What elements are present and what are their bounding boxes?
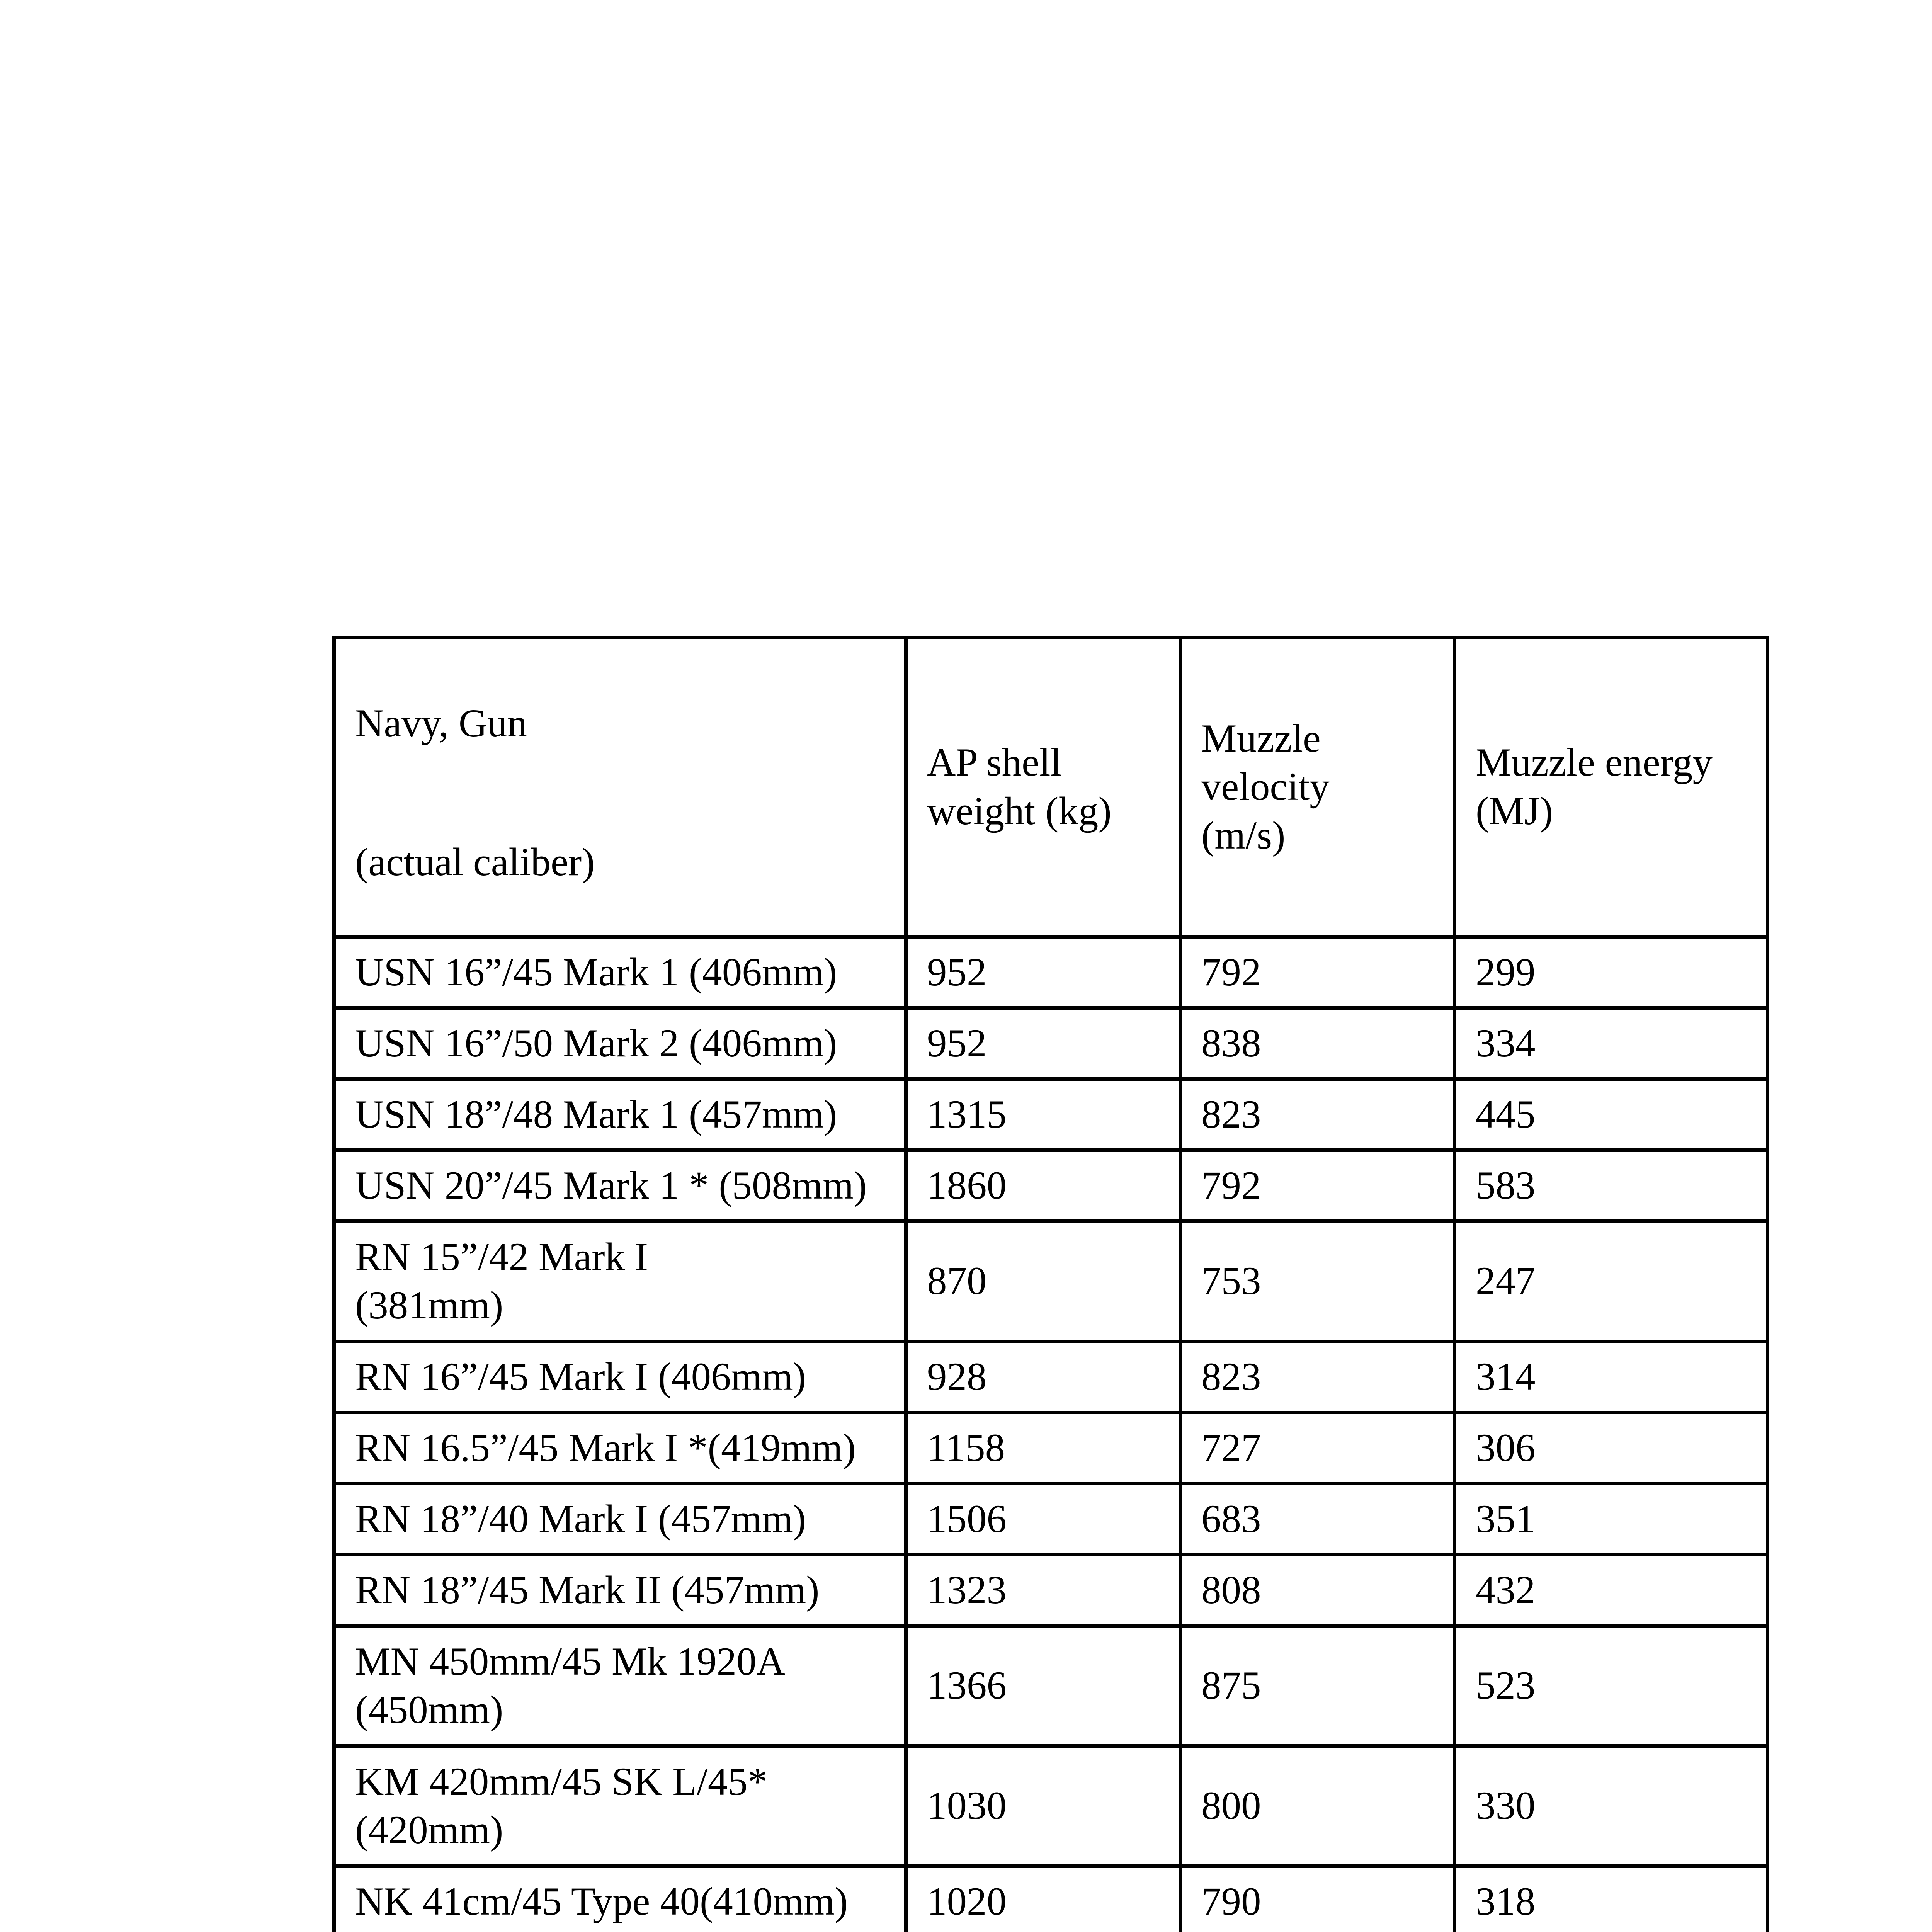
cell-shell-weight: 870: [906, 1221, 1180, 1342]
cell-muzzle-velocity: 792: [1180, 1150, 1455, 1221]
cell-shell-weight: 952: [906, 1008, 1180, 1079]
cell-shell-weight: 1506: [906, 1484, 1180, 1555]
gun-comparison-table: [332, 636, 1769, 1932]
cell-muzzle-velocity: 683: [1180, 1484, 1455, 1555]
table-row: [334, 1221, 1768, 1342]
cell-muzzle-velocity: 792: [1180, 937, 1455, 1008]
cell-muzzle-energy: 330: [1455, 1746, 1768, 1866]
cell-gun: USN 16”/50 Mark 2 (406mm): [334, 1008, 906, 1079]
cell-muzzle-energy: 306: [1455, 1413, 1768, 1484]
cell-muzzle-energy: 445: [1455, 1079, 1768, 1150]
cell-gun: RN 16.5”/45 Mark I *(419mm): [334, 1413, 906, 1484]
cell-shell-weight: 928: [906, 1342, 1180, 1413]
cell-shell-weight: 1030: [906, 1746, 1180, 1866]
cell-shell-weight: 1315: [906, 1079, 1180, 1150]
cell-gun: USN 16”/45 Mark 1 (406mm): [334, 937, 906, 1008]
cell-gun: USN 18”/48 Mark 1 (457mm): [334, 1079, 906, 1150]
cell-muzzle-velocity: 800: [1180, 1746, 1455, 1866]
table-row: [334, 1484, 1768, 1555]
cell-muzzle-energy: 583: [1455, 1150, 1768, 1221]
cell-shell-weight: 1323: [906, 1555, 1180, 1626]
cell-muzzle-energy: 334: [1455, 1008, 1768, 1079]
table-row: [334, 1413, 1768, 1484]
header-navy-gun: [334, 638, 906, 937]
table-row: [334, 1626, 1768, 1746]
table-row: [334, 1079, 1768, 1150]
cell-gun: KM 420mm/45 SK L/45* (420mm): [334, 1746, 906, 1866]
cell-gun: RN 15”/42 Mark I (381mm): [334, 1221, 906, 1342]
cell-muzzle-velocity: 838: [1180, 1008, 1455, 1079]
cell-gun: MN 450mm/45 Mk 1920A (450mm): [334, 1626, 906, 1746]
header-muzzle-velocity: Muzzle velocity (m/s): [1180, 638, 1455, 937]
cell-shell-weight: 952: [906, 937, 1180, 1008]
cell-muzzle-velocity: 808: [1180, 1555, 1455, 1626]
table-row: [334, 1746, 1768, 1866]
cell-gun: RN 18”/40 Mark I (457mm): [334, 1484, 906, 1555]
cell-muzzle-energy: 351: [1455, 1484, 1768, 1555]
header-shell-weight: AP shell weight (kg): [906, 638, 1180, 937]
table-row: [334, 1342, 1768, 1413]
cell-muzzle-energy: 318: [1455, 1866, 1768, 1932]
cell-gun: RN 18”/45 Mark II (457mm): [334, 1555, 906, 1626]
cell-shell-weight: 1158: [906, 1413, 1180, 1484]
cell-gun: NK 41cm/45 Type 40(410mm): [334, 1866, 906, 1932]
cell-muzzle-velocity: 753: [1180, 1221, 1455, 1342]
header-muzzle-energy: Muzzle energy (MJ): [1455, 638, 1768, 937]
header-navy-gun-line2: (actual caliber): [355, 840, 595, 884]
cell-muzzle-velocity: 875: [1180, 1626, 1455, 1746]
table-header-row: [334, 638, 1768, 937]
table-row: [334, 1866, 1768, 1932]
cell-muzzle-energy: 523: [1455, 1626, 1768, 1746]
cell-shell-weight: 1020: [906, 1866, 1180, 1932]
cell-shell-weight: 1860: [906, 1150, 1180, 1221]
cell-gun: RN 16”/45 Mark I (406mm): [334, 1342, 906, 1413]
cell-muzzle-energy: 299: [1455, 937, 1768, 1008]
cell-muzzle-velocity: 790: [1180, 1866, 1455, 1932]
cell-gun: USN 20”/45 Mark 1 * (508mm): [334, 1150, 906, 1221]
cell-muzzle-energy: 432: [1455, 1555, 1768, 1626]
cell-muzzle-velocity: 823: [1180, 1079, 1455, 1150]
cell-muzzle-energy: 247: [1455, 1221, 1768, 1342]
cell-muzzle-velocity: 823: [1180, 1342, 1455, 1413]
table-row: [334, 1150, 1768, 1221]
table-row: [334, 937, 1768, 1008]
table-row: [334, 1555, 1768, 1626]
cell-shell-weight: 1366: [906, 1626, 1180, 1746]
table-row: [334, 1008, 1768, 1079]
header-navy-gun-line1: Navy, Gun: [355, 701, 527, 745]
cell-muzzle-energy: 314: [1455, 1342, 1768, 1413]
cell-muzzle-velocity: 727: [1180, 1413, 1455, 1484]
